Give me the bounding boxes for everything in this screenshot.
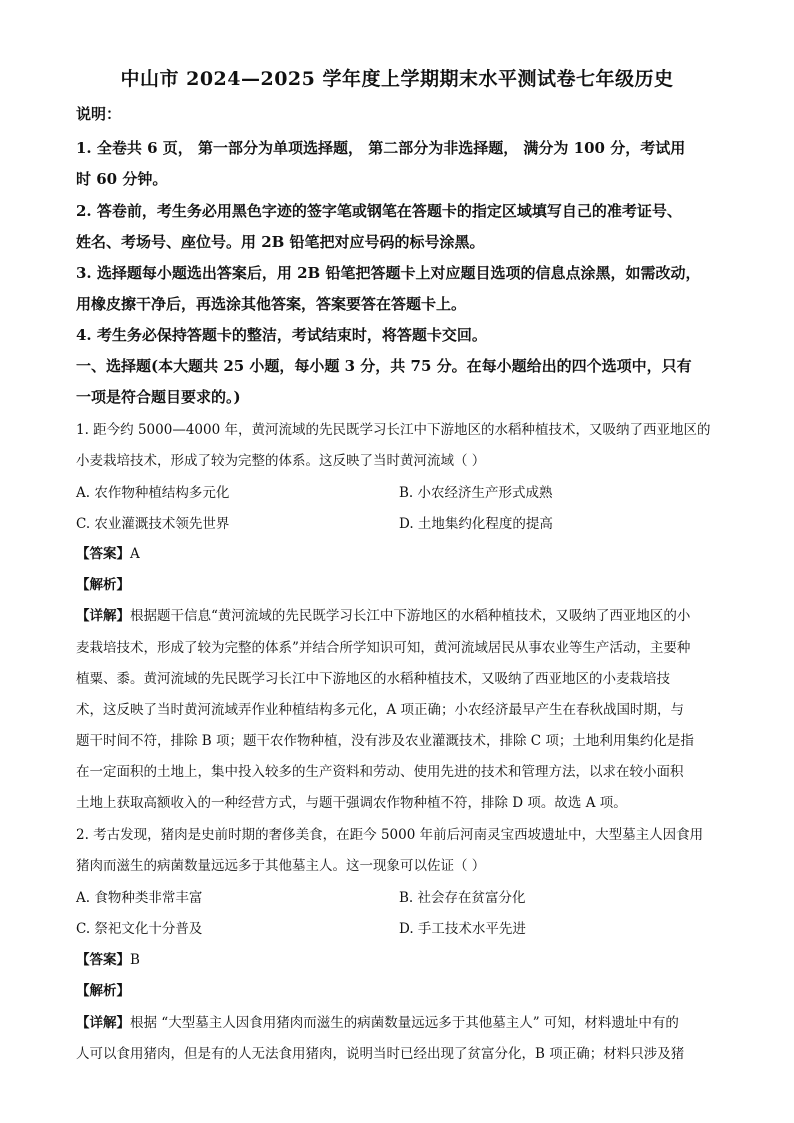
answer-value: A	[130, 546, 140, 562]
question-2-analysis-tag: 【解析】	[76, 983, 130, 999]
question-2-option-a: A. 食物种类非常丰富	[76, 890, 203, 906]
question-1-stem: 1. 距今约 5000—4000 年，黄河流域的先民既学习长江中下游地区的水稻种植技术，又吸纳了西亚地区的	[76, 422, 711, 438]
question-1-answer	[76, 542, 726, 562]
question-2-detail	[76, 1011, 726, 1031]
question-1-detail-line: 麦栽培技术，形成了较为完整的体系”并结合所学知识可知，黄河流域居民从事农业等生产活动，主要种	[76, 640, 691, 656]
note-line: 姓名、考场号、座位号。用 2B 铅笔把对应号码的标号涂黑。	[76, 233, 485, 251]
question-2-option-c: C. 祭祀文化十分普及	[76, 921, 203, 937]
detail-text: 根据 “大型墓主人因食用猪肉而滋生的病菌数量远远多于其他墓主人” 可知，材料遗址中有的	[130, 1015, 679, 1031]
note-line: 1. 全卷共 6 页， 第一部分为单项选择题， 第二部分为非选择题， 满分为 100 分，考试用	[76, 139, 686, 157]
notes-heading: 说明：	[76, 105, 122, 123]
question-2-stem: 2. 考古发现，猪肉是史前时期的奢侈美食，在距今 5000 年前后河南灵宝西坡遗址中，大型墓主人因食用	[76, 827, 704, 843]
note-line: 3. 选择题每小题选出答案后，用 2B 铅笔把答题卡上对应题目选项的信息点涂黑，如需改动，	[76, 264, 701, 282]
note-line: 4. 考生务必保持答题卡的整洁，考试结束时，将答题卡交回。	[76, 326, 487, 344]
question-1-analysis-tag: 【解析】	[76, 577, 130, 593]
section-heading: 一项是符合题目要求的。)	[76, 388, 241, 406]
question-1-detail-line: 题干时间不符，排除 B 项；题干农作物种植，没有涉及农业灌溉技术，排除 C 项；土地利用集约化是指	[76, 733, 694, 749]
question-1-detail-line: 土地上获取高额收入的一种经营方式，与题干强调农作物种植不符，排除 D 项。故选 A 项。	[76, 795, 627, 811]
note-line: 用橡皮擦干净后，再选涂其他答案，答案要答在答题卡上。	[76, 295, 467, 313]
question-2-option-b: B. 社会存在贫富分化	[399, 890, 526, 906]
note-line: 时 60 分钟。	[76, 170, 168, 188]
question-2-detail-line: 人可以食用猪肉，但是有的人无法食用猪肉，说明当时已经出现了贫富分化，B 项正确；材料只涉及猪	[76, 1046, 685, 1062]
answer-tag: 【答案】	[76, 546, 130, 562]
page-title: 中山市 2024—2025 学年度上学期期末水平测试卷七年级历史	[120, 68, 674, 90]
answer-tag: 【答案】	[76, 952, 130, 968]
question-1-option-a: A. 农作物种植结构多元化	[76, 485, 230, 501]
question-1-option-b: B. 小农经济生产形式成熟	[399, 485, 553, 501]
question-1-detail-line: 在一定面积的土地上，集中投入较多的生产资料和劳动、使用先进的技术和管理方法，以求在较小面积	[76, 764, 684, 780]
question-1-option-c: C. 农业灌溉技术领先世界	[76, 516, 230, 532]
answer-value: B	[130, 952, 140, 968]
question-1-option-d: D. 土地集约化程度的提高	[399, 516, 553, 532]
question-1-detail-line: 植粟、黍。黄河流域的先民既学习长江中下游地区的水稻种植技术，又吸纳了西亚地区的小麦栽培技	[76, 671, 670, 687]
question-1-stem: 小麦栽培技术，形成了较为完整的体系。这反映了当时黄河流域（ ）	[76, 453, 486, 469]
question-2-stem: 猪肉而滋生的病菌数量远远多于其他墓主人。这一现象可以佐证（ ）	[76, 858, 486, 874]
detail-tag: 【详解】	[76, 608, 130, 624]
question-2-answer	[76, 948, 726, 968]
question-2-option-d: D. 手工技术水平先进	[399, 921, 526, 937]
note-line: 2. 答卷前，考生务必用黑色字迹的签字笔或钢笔在答题卡的指定区域填写自己的准考证号、	[76, 202, 682, 220]
detail-tag: 【详解】	[76, 1015, 130, 1031]
detail-text: 根据题干信息“黄河流域的先民既学习长江中下游地区的水稻种植技术，又吸纳了西亚地区的小	[130, 608, 691, 624]
question-1-detail	[76, 604, 726, 624]
section-heading: 一、选择题(本大题共 25 小题，每小题 3 分，共 75 分。在每小题给出的四个选项中，只有	[76, 357, 692, 375]
question-1-detail-line: 术，这反映了当时黄河流域弄作业种植结构多元化，A 项正确；小农经济最早产生在春秋战国时期，与	[76, 702, 685, 718]
